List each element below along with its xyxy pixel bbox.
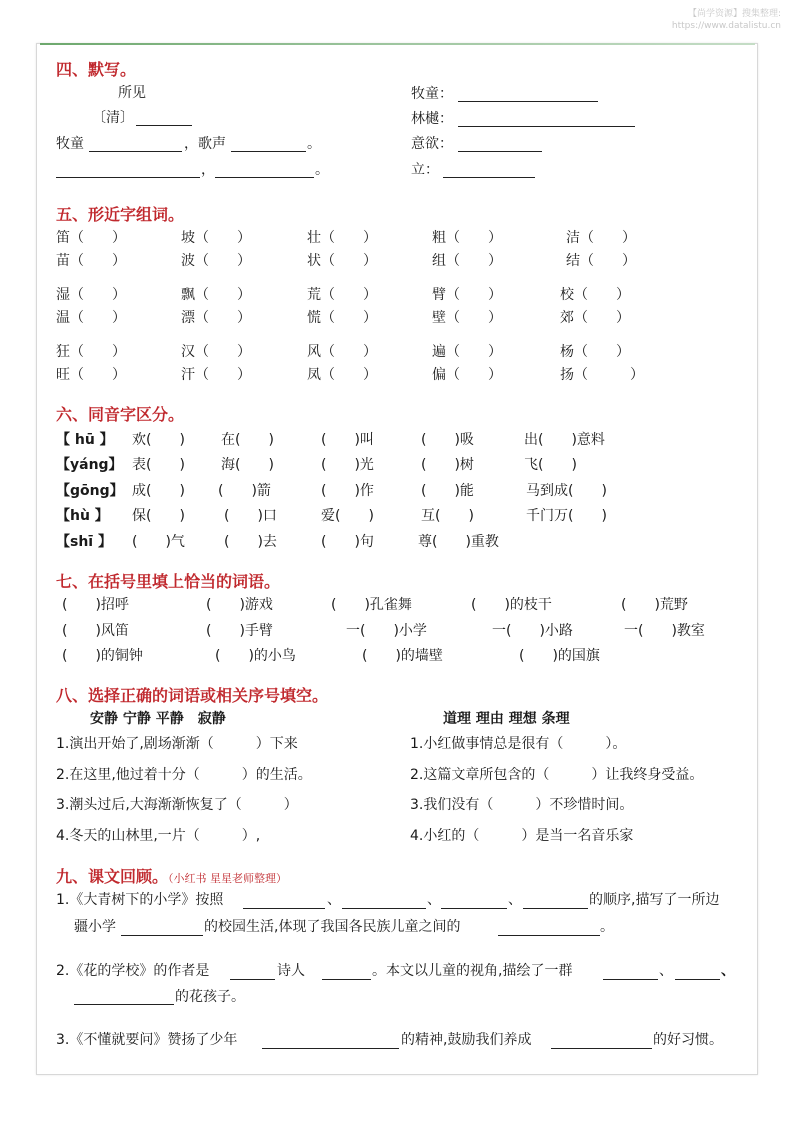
blank-poem1-3[interactable] [56,177,200,178]
pair-cell: 汗（ ） [181,367,251,383]
section-7-heading: 七、在括号里填上恰当的词语。 [56,572,281,591]
blank-poem1-1[interactable] [89,151,182,152]
q2-blank-5[interactable] [74,1004,174,1005]
homophone-cell: ( )去 [224,534,277,550]
poem1-author: 〔清〕 [92,110,134,126]
q3-blank-1[interactable] [262,1048,399,1049]
pair-cell: 组（ ） [432,253,502,269]
fill-cell: ( )游戏 [206,597,273,613]
homophone-cell: ( )吸 [421,432,474,448]
homophone-cell: 出( )意料 [524,432,605,448]
fill-cell: ( )的国旗 [519,648,600,664]
pinyin-label: 【hù 】 [56,508,109,524]
section-9-note: （小红书 星星老师整理） [168,872,288,885]
pair-cell: 扬（ ） [560,367,644,383]
poem2-label-2: 林樾： [411,111,453,127]
blank-author[interactable] [136,125,192,126]
poem2-label-3: 意欲： [411,136,453,152]
pair-cell: 漂（ ） [181,310,251,326]
section-4-heading: 四、默写。 [56,60,137,79]
q2-sep-1: 、 [659,963,673,979]
pair-cell: 壁（ ） [432,310,502,326]
fill-cell: 一( )教室 [624,623,705,639]
pair-cell: 杨（ ） [560,344,630,360]
homophone-cell: ( )叫 [321,432,374,448]
homophone-cell: ( )口 [224,508,277,524]
choice-item: 3.我们没有（ ）不珍惜时间。 [410,797,634,813]
fill-cell: ( )荒野 [621,597,688,613]
pair-cell: 洁（ ） [566,230,636,246]
homophone-cell: 千门万( ) [526,508,607,524]
pair-cell: 汉（ ） [181,344,251,360]
homophone-cell: 在( ) [221,432,274,448]
fill-cell: ( )的枝干 [471,597,552,613]
watermark [672,8,781,32]
poem2-label-4: 立： [411,162,439,178]
q2-blank-4[interactable] [675,979,720,980]
homophone-cell: 尊( )重教 [418,534,499,550]
fill-cell: ( )孔雀舞 [331,597,412,613]
pair-cell: 粗（ ） [432,230,502,246]
choice-item: 1.演出开始了,剧场渐渐（ ）下来 [56,736,298,752]
word-bank-left: 安静 宁静 平静 寂静 [90,711,226,727]
q2-text-c: 。本文以儿童的视角,描绘了一群 [372,963,573,979]
homophone-cell: 保( ) [132,508,185,524]
homophone-cell: ( )箭 [218,483,271,499]
pair-cell: 苗（ ） [56,253,126,269]
q1-blank-2[interactable] [342,908,426,909]
homophone-cell: 飞( ) [524,457,577,473]
pair-cell: 结（ ） [566,253,636,269]
pair-cell: 遍（ ） [432,344,502,360]
watermark-line-1: 【尚学资源】搜集整理: [687,9,781,19]
section-9-heading [56,867,287,889]
q2-text-a: 2.《花的学校》的作者是 [56,963,210,979]
q3-text-a: 3.《不懂就要问》赞扬了少年 [56,1032,238,1048]
poem1-line2-c: 。 [315,162,329,178]
q1-sep-1: 、 [327,892,341,908]
homophone-cell: 表( ) [132,457,185,473]
homophone-cell: ( )气 [132,534,185,550]
homophone-cell: ( )句 [321,534,374,550]
q1-text-d: 的校园生活,体现了我国各民族儿童之间的 [204,919,461,935]
q2-sep-2: 、 [721,963,735,979]
pair-cell: 温（ ） [56,310,126,326]
pinyin-label: 【shī 】 [56,534,112,550]
pinyin-label: 【yáng】 [56,457,123,473]
pair-cell: 慌（ ） [307,310,377,326]
choice-item: 1.小红做事情总是很有（ ）。 [410,736,627,752]
homophone-cell: 海( ) [221,457,274,473]
poem1-line2-b: ， [201,162,215,178]
q3-text-c: 的好习惯。 [653,1032,723,1048]
pair-cell: 湿（ ） [56,287,126,303]
word-bank-right: 道理 理由 理想 条理 [443,711,570,727]
choice-item: 2.这篇文章所包含的（ ）让我终身受益。 [410,767,704,783]
q1-blank-4[interactable] [523,908,588,909]
pair-cell: 坡（ ） [181,230,251,246]
q1-text-a: 1.《大青树下的小学》按照 [56,892,224,908]
q1-blank-1[interactable] [243,908,325,909]
fill-cell: 一( )小路 [492,623,573,639]
q2-blank-1[interactable] [230,979,275,980]
choice-item: 4.冬天的山林里,一片（ ）, [56,828,261,844]
pair-cell: 状（ ） [307,253,377,269]
pair-cell: 飘（ ） [181,287,251,303]
pair-cell: 荒（ ） [307,287,377,303]
homophone-cell: ( )光 [321,457,374,473]
fill-cell: ( )手臂 [206,623,273,639]
q3-blank-2[interactable] [551,1048,652,1049]
q1-sep-3: 、 [508,892,522,908]
q3-text-b: 的精神,鼓励我们养成 [401,1032,532,1048]
section-6-heading: 六、同音字区分。 [56,405,185,424]
section-9-title: 九、课文回顾。 [56,867,169,886]
pinyin-label: 【 hū 】 [56,432,114,448]
blank-li[interactable] [443,177,535,178]
q1-blank-3[interactable] [441,908,507,909]
fill-cell: ( )风笛 [62,623,129,639]
q1-blank-5[interactable] [121,935,203,936]
pinyin-label: 【gōng】 [56,483,124,499]
homophone-cell: 爱( ) [321,508,374,524]
pair-cell: 校（ ） [560,287,630,303]
pair-cell: 郊（ ） [560,310,630,326]
poem1-line1-a: 牧童 [56,136,84,152]
pair-cell: 凤（ ） [307,367,377,383]
pair-cell: 旺（ ） [56,367,126,383]
fill-cell: ( )招呼 [62,597,129,613]
poem1-line1-c: 。 [307,136,321,152]
choice-item: 3.潮头过后,大海渐渐恢复了（ ） [56,797,298,813]
homophone-cell: 马到成( ) [526,483,607,499]
homophone-cell: ( )树 [421,457,474,473]
pair-cell: 壮（ ） [307,230,377,246]
q1-sep-2: 、 [427,892,441,908]
section-5-heading: 五、形近字组词。 [56,205,185,224]
watermark-line-2: https://www.datalistu.cn [671,21,781,31]
blank-yiyu[interactable] [458,151,542,152]
blank-mutong[interactable] [458,101,598,102]
choice-item: 4.小红的（ ）是当一名音乐家 [410,828,634,844]
blank-poem1-4[interactable] [215,177,314,178]
pair-cell: 臂（ ） [432,287,502,303]
pair-cell: 笛（ ） [56,230,126,246]
q1-text-c: 疆小学 [74,919,116,935]
pair-cell: 狂（ ） [56,344,126,360]
homophone-cell: ( )作 [321,483,374,499]
blank-linyue[interactable] [458,126,635,127]
homophone-cell: 互( ) [421,508,474,524]
q2-text-d: 的花孩子。 [175,989,245,1005]
fill-cell: ( )的铜钟 [62,648,143,664]
q1-text-b: 的顺序,描写了一所边 [589,892,720,908]
choice-item: 2.在这里,他过着十分（ ）的生活。 [56,767,312,783]
q2-blank-3[interactable] [603,979,658,980]
homophone-cell: 欢( ) [132,432,185,448]
q2-blank-2[interactable] [322,979,371,980]
q1-blank-6[interactable] [498,935,600,936]
pair-cell: 波（ ） [181,253,251,269]
homophone-cell: ( )能 [421,483,474,499]
fill-cell: ( )的小鸟 [215,648,296,664]
section-8-heading: 八、选择正确的词语或相关序号填空。 [56,686,329,705]
poem2-label-1: 牧童： [411,86,453,102]
homophone-cell: 成( ) [132,483,185,499]
poem1-title: 所见 [118,85,146,101]
top-rule [40,43,755,45]
q1-text-e: 。 [600,919,614,935]
q2-text-b: 诗人 [277,963,305,979]
fill-cell: 一( )小学 [346,623,427,639]
pair-cell: 偏（ ） [432,367,502,383]
fill-cell: ( )的墙壁 [362,648,443,664]
poem1-line1-b: ，歌声 [184,136,226,152]
blank-poem1-2[interactable] [231,151,306,152]
pair-cell: 风（ ） [307,344,377,360]
